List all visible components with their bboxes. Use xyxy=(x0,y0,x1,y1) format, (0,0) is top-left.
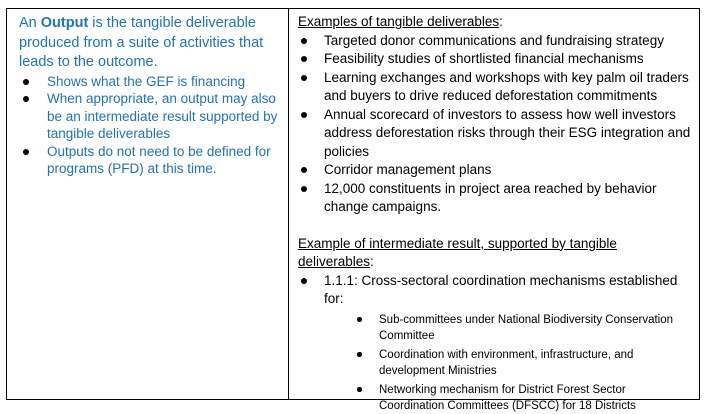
bullet-icon xyxy=(23,73,29,91)
list-item: Targeted donor communications and fundraising strategy xyxy=(298,32,693,51)
bullet-icon xyxy=(301,69,307,88)
intermediate-sub-list xyxy=(324,312,693,414)
bullet-icon xyxy=(357,382,362,398)
list-item: Networking mechanism for District Forest Sector Coordination Committees (DFSCC) for 18 Districts xyxy=(324,382,693,414)
list-item: Feasibility studies of shortlisted financial mechanisms xyxy=(298,50,693,69)
intermediate-heading-line: Example of intermediate result, supported by tangible deliverables: xyxy=(298,235,617,269)
examples-list xyxy=(298,32,693,217)
bullet-icon xyxy=(301,106,307,125)
list-item: When appropriate, an output may also be an intermediate result supported by tangible deliverables xyxy=(19,90,282,143)
intermediate-list xyxy=(298,272,693,414)
bullet-icon xyxy=(301,50,307,69)
list-item: 12,000 constituents in project area reached by behavior change campaigns. xyxy=(298,180,693,217)
bullet-icon xyxy=(301,32,307,51)
output-notes-list xyxy=(19,73,282,178)
examples-heading: Examples of tangible deliverables xyxy=(298,14,500,29)
list-item: 1.1.1: Cross-sectoral coordination mechanisms established for: Sub-committees under National Biodiversity Conservation Committee Coordination with environment, infrastructure, and development Ministries Networking mechanism for District Forest Sector Coordination Committees (DFSCC) for 18 Districts xyxy=(298,272,693,414)
list-item: Annual scorecard of investors to assess how well investors address deforestation risks through their ESG integration and policies xyxy=(298,106,693,162)
list-item: Learning exchanges and workshops with key palm oil traders and buyers to drive reduced deforestation commitments xyxy=(298,69,693,106)
bullet-icon xyxy=(301,161,307,180)
intermediate-heading: Example of intermediate result, supported by tangible deliverables xyxy=(298,235,617,269)
intro-suffix: is the tangible deliverable produced from a suite of activities that leads to the outcome. xyxy=(19,15,264,70)
list-item: Corridor management plans xyxy=(298,161,693,180)
output-definition xyxy=(19,14,282,73)
examples-cell xyxy=(289,9,699,412)
bullet-icon xyxy=(23,90,29,108)
bullet-icon xyxy=(301,180,307,199)
examples-heading-line: Examples of tangible deliverables: xyxy=(298,14,503,29)
output-term: Output xyxy=(40,15,89,31)
list-item: Coordination with environment, infrastructure, and development Ministries xyxy=(324,347,693,379)
bullet-icon xyxy=(357,312,362,328)
content-table xyxy=(6,8,700,412)
intro-prefix: An xyxy=(19,15,41,31)
bullet-icon xyxy=(23,143,29,161)
spacer xyxy=(298,217,693,235)
list-item: Sub-committees under National Biodiversity Conservation Committee xyxy=(324,312,693,344)
list-item: Shows what the GEF is financing xyxy=(19,73,282,91)
list-item: Outputs do not need to be defined for programs (PFD) at this time. xyxy=(19,143,282,178)
output-definition-cell xyxy=(7,9,289,399)
bullet-icon xyxy=(357,347,362,363)
bullet-icon xyxy=(301,272,307,291)
